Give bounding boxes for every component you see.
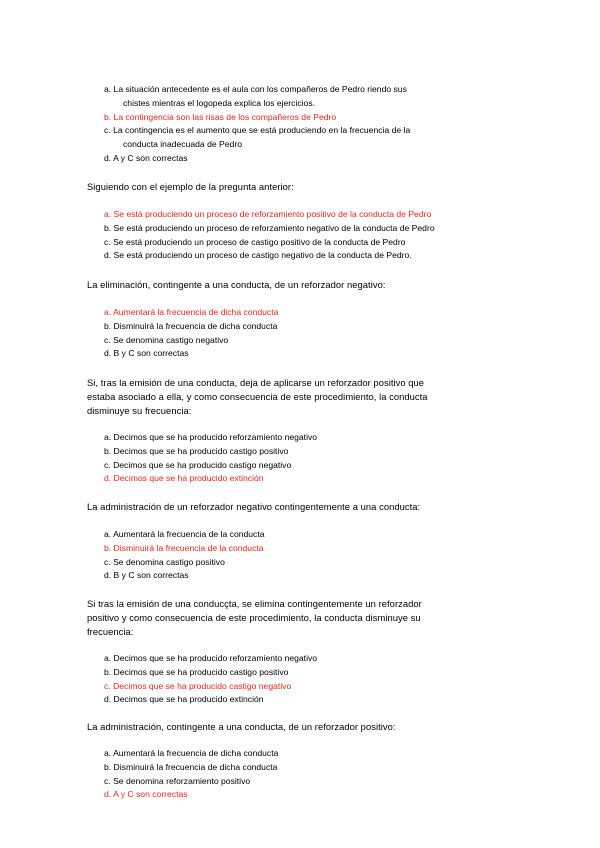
option-b: b. Disminuirá la frecuencia de dicha conducta <box>104 761 278 772</box>
question-6-line-2: positivo y como consecuencia de este procedimiento, la conducta disminuye su <box>87 612 421 623</box>
options-question-2 <box>104 208 435 263</box>
option-d: d. B y C son correctas <box>104 570 189 581</box>
option-d: d. B y C son correctas <box>104 348 189 359</box>
option-c: c. Se denomina castigo positivo <box>104 556 225 567</box>
options-question-4 <box>104 431 317 486</box>
options-question-7 <box>104 747 278 802</box>
option-d: d. Decimos que se ha producido extinción <box>104 694 264 705</box>
option-b-correct: b. Disminuirá la frecuencia de la conducta <box>104 542 264 553</box>
question-6-line-1: Si tras la emisión de una conducçta, se elimina contingentemente un reforzador <box>87 598 422 609</box>
option-a-correct: a. Aumentará la frecuencia de dicha conducta <box>104 307 279 317</box>
option-a: a. Aumentará la frecuencia de dicha conducta <box>104 748 279 758</box>
options-block-1 <box>104 83 410 166</box>
question-4-line-3: disminuye su frecuencia: <box>87 405 192 416</box>
options-question-3 <box>104 306 278 361</box>
question-6-text <box>87 597 422 639</box>
options-question-5 <box>104 528 265 583</box>
question-6-line-3: frecuencia: <box>87 626 134 637</box>
option-c: c. Se está produciendo un proceso de castigo positivo de la conducta de Pedro <box>104 236 406 247</box>
question-3-text: La eliminación, contingente a una conducta, de un reforzador negativo: <box>87 279 386 290</box>
option-c: c. Decimos que se ha producido castigo negativo <box>104 459 292 470</box>
options-question-6 <box>104 652 317 707</box>
option-d: d. A y C son correctas <box>104 152 188 163</box>
option-a: a. La situación antecedente es el aula con los compañeros de Pedro riendo sus <box>104 84 407 94</box>
option-b-correct: b. La contingencia son las risas de los compañeros de Pedro <box>104 111 337 122</box>
option-c-continuation: conducta inadecuada de Pedro <box>123 139 242 150</box>
option-a-continuation: chistes mientras el logopeda explica los ejercicios. <box>123 97 316 108</box>
option-a: a. Decimos que se ha producido reforzamiento negativo <box>104 653 318 663</box>
question-4-line-1: Si, tras la emisión de una conducta, deja de aplicarse un reforzador positivo que <box>87 377 425 388</box>
question-5-text: La administración de un reforzador negativo contingentemente a una conducta: <box>87 501 421 512</box>
option-d: d. Se está produciendo un proceso de castigo negativo de la conducta de Pedro. <box>104 250 412 261</box>
question-4-text <box>87 376 428 418</box>
option-b: b. Se está produciendo un proceso de reforzamiento negativo de la conducta de Pedro <box>104 222 435 233</box>
option-a-correct: a. Se está produciendo un proceso de reforzamiento positivo de la conducta de Pedro <box>104 209 432 219</box>
option-c: c. Se denomina reforzamiento positivo <box>104 775 251 786</box>
option-d-correct: d. A y C son correctas <box>104 789 188 800</box>
question-7-text: La administración, contingente a una conducta, de un reforzador positivo: <box>87 721 396 732</box>
option-c-correct: c. Decimos que se ha producido castigo negativo <box>104 680 292 691</box>
option-b: b. Decimos que se ha producido castigo positivo <box>104 445 289 456</box>
option-b: b. Disminuirá la frecuencia de dicha conducta <box>104 320 278 331</box>
option-d-correct: d. Decimos que se ha producido extinción <box>104 473 264 484</box>
option-c: c. Se denomina castigo negativo <box>104 334 229 345</box>
question-2-text: Siguiendo con el ejemplo de la pregunta anterior: <box>87 181 294 192</box>
question-4-line-2: estaba asociado a ella, y como consecuencia de este procedimiento, la conducta <box>87 391 428 402</box>
option-b: b. Decimos que se ha producido castigo positivo <box>104 666 289 677</box>
option-a: a. Aumentará la frecuencia de la conducta <box>104 529 265 539</box>
option-c: c. La contingencia es el aumento que se está produciendo en la frecuencia de la <box>104 125 411 136</box>
option-a: a. Decimos que se ha producido reforzamiento negativo <box>104 432 318 442</box>
